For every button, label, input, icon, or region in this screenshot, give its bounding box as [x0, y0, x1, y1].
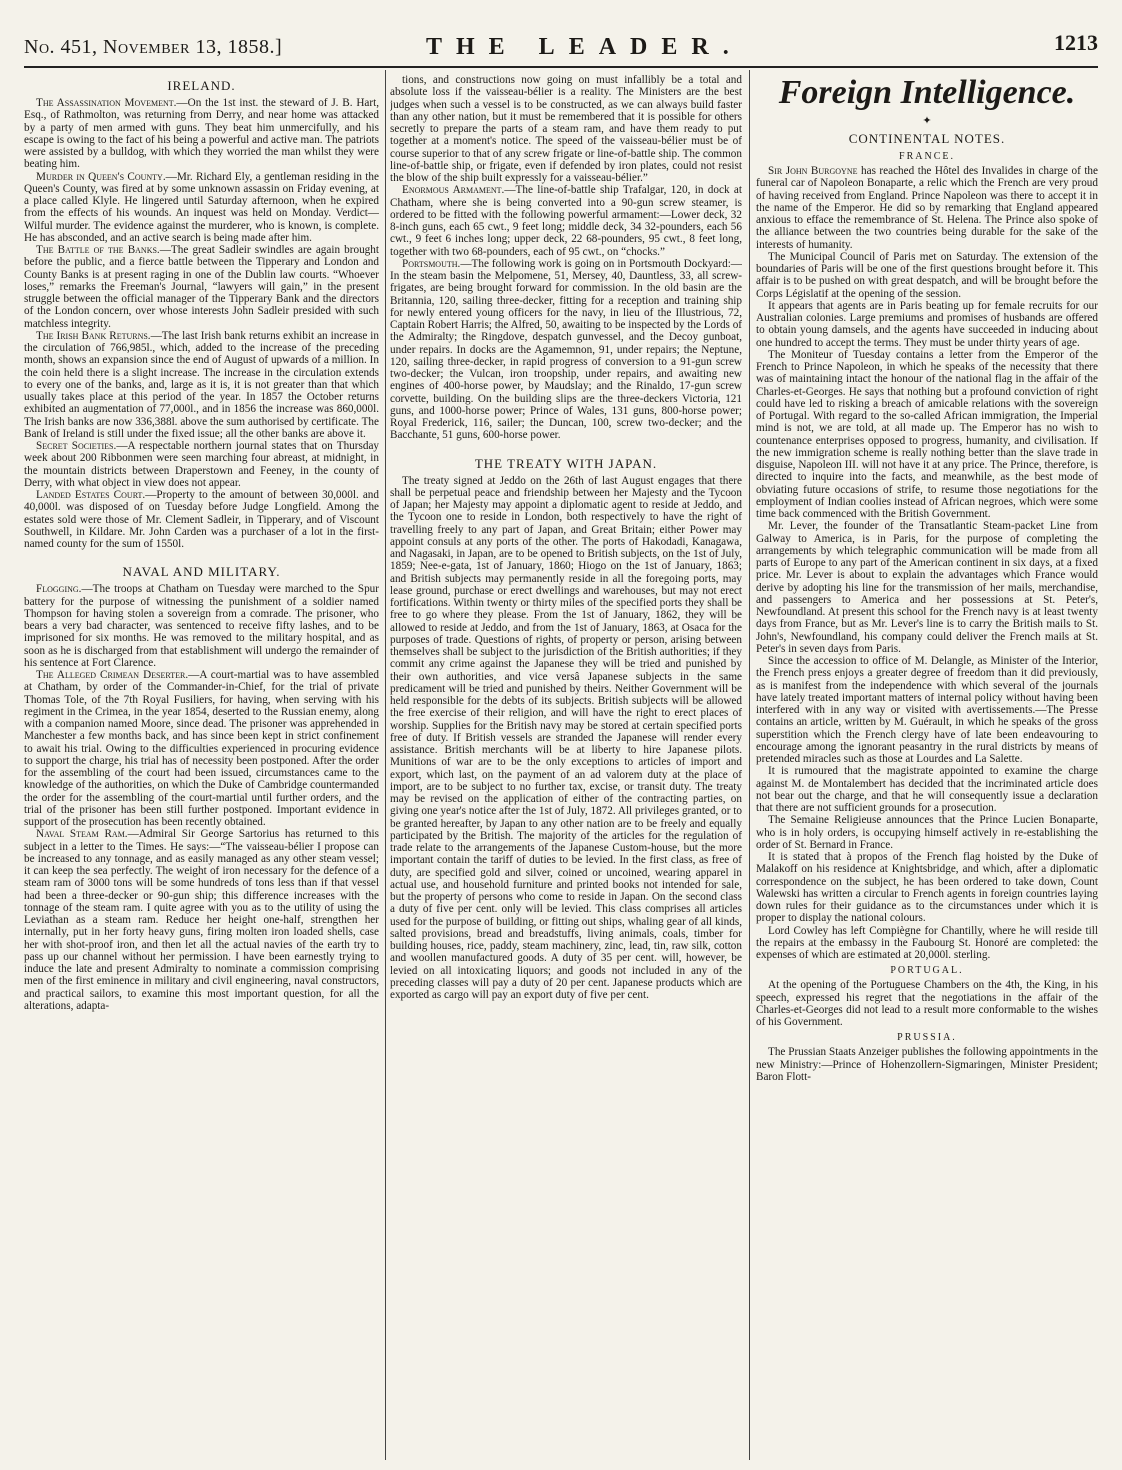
paragraph-lead: Sir John Burgoyne [768, 165, 858, 177]
paragraph-lead: Secret Societies. [36, 440, 117, 452]
paragraph [756, 1046, 1098, 1083]
section-heading: IRELAND. [167, 78, 236, 93]
paragraph [756, 655, 1098, 765]
article-list [390, 74, 742, 442]
paragraph-text: The treaty signed at Jeddo on the 26th of last August engages that there shall be perpetual peace and friendship between her Majesty and the Tycoon of Japan; her Majesty may appoint a diplomatic agent to reside at Jeddo, and the Tycoon one to reside in London, both respectively to have the right of travelling freely to any part of Japan, and Great Britain; either Power may appoint consuls at any ports of the other. The ports of Hakodadi, Kanagawa, and Nagasaki, in Japan, are to be opened to British subjects, on the 1st of July, 1859; Nee-e-gata, 1st of January, 1860; Hiogo on the 1st of January, 1863; and British subjects may permanently reside in all the foregoing ports, may lease ground, purchase or erect dwellings and warehouses, but may not erect fortifications. Within twenty or thirty miles of the specified ports they shall be free to go where they please. From the 1st of January, 1862, they will be allowed to reside at Jeddo, and from the 1st of January, 1863, at Osaca for the purposes of trade. Questions of rights, of property or person, arising between themselves shall be subject to the jurisdiction of the British authorities; if they commit any crime against the Japanese they will be tried and punished by their own authorities, and vice versâ Japanese subjects in the same predicament will be tried and punished by theirs. Neither Government will be held responsible for the debts of its subjects. British subjects will be allowed the free exercise of their religion, and will have the right to erect places of worship. Supplies for the British navy may be stored at certain specified ports free of duty. If British vessels are stranded the Japanese will render every assistance. British merchants will be at liberty to hire Japanese pilots. Munitions of war are to be the only exceptions to articles of import and export, which last, on the payment of an ad valorem duty at the place of import, are to be subject to no further tax, excise, or transit duty. The treaty may be revised on the application of either of the contracting parties, on giving one year's notice after the 1st of July, 1872. All privileges granted, or to be granted hereafter, by Japan to any other nation are to be freely and equally participated by the British. The majority of the articles for the regulation of trade relate to the arrangements of the Japanese Custom-house, but the more important contain the tariff of duties to be levied. In the first class, as free of duty, are specified gold and silver, coined or uncoined, wearing apparel in actual use, and household furniture and printed books not intended for sale, but the property of persons who come to reside in Japan. On the second class a duty of five per cent. only will be levied. This class comprises all articles used for the purpose of building, or fitting out ships, whaling gear of all kinds, salted provisions, bread and breadstuffs, living animals, coals, timber for building houses, rice, paddy, steam machinery, zinc, lead, tin, raw silk, cotton and woollen manufactured goods. A duty of 35 per cent. will, however, be levied on all intoxicating liquors; and goods not included in any of the preceding classes will pay a duty of 20 per cent. Japanese products which are exported as cargo will pay an export duty of five per cent. [390, 474, 742, 1001]
paragraph-text: has reached the Hôtel des Invalides in charge of the funeral car of Napoleon Bonaparte, a relic which the French are very proud of having received from England. Prince Napoleon was there to accept it in the name of the Emperor. He did so by remarking that England appeared anxious to efface the remembrance of St. Helena. The Prince also spoke of the alliance between the two countries being durable for the sake of the interests of humanity. [756, 165, 1098, 251]
paragraph [756, 349, 1098, 521]
paragraph-text: —The line-of-battle ship Trafalgar, 120, in dock at Chatham, where she is being converted into a 90-gun screw steamer, is ordered to be fitted with the following powerful armament:—Lower deck, 32 8-inch guns, each 65 cwt., 9 feet long; middle deck, 34 32-pounders, each 56 cwt., 9 feet 6 inches long; upper deck, 22 68-pounders, 95 cwt., 8 feet long, together with two 68-pounders, each of 95 cwt., on “chocks.” [390, 184, 742, 258]
country-heading: FRANCE. [899, 151, 955, 162]
paragraph-lead: Murder in Queen's County. [36, 170, 166, 183]
paragraph-text: —The troops at Chatham on Tuesday were marched to the Spur battery for the purpose of witnessing the punishment of a soldier named Thompson for having stolen a sovereign from a comrade. The prisoner, who bears a very bad character, was sentenced to receive fifty lashes, and to be imprisoned for six months. He was removed to the military hospital, and as soon as he is discharged from that establishment will undergo the remainder of his sentence at Fort Clarence. [24, 583, 379, 669]
paragraph [24, 583, 379, 669]
article-list [756, 165, 1098, 961]
paragraph [24, 330, 379, 440]
masthead-rule [24, 66, 1098, 68]
paragraph-lead: Naval Steam Ram. [36, 828, 128, 841]
section-heading: THE TREATY WITH JAPAN. [474, 455, 658, 471]
paragraph [756, 814, 1098, 851]
paragraph-text: The Prussian Staats Anzeiger publishes the following appointments in the new Ministry:—Prince of Hohenzollern-Sigmaringen, Minister President; Baron Flott- [756, 1046, 1098, 1083]
country-heading: PRUSSIA. [897, 1032, 957, 1044]
paragraph-lead: Flogging. [36, 583, 82, 596]
paragraph-text: It is stated that à propos of the French flag hoisted by the Duke of Malakoff on his residence at Knightsbridge, and which, after a diplomatic correspondence on the subject, he has been ordered to take down, Count Walewski has written a circular to French agents in foreign countries laying down rules for their guidance as to the circumstances under which it is proper to display the national colours. [756, 851, 1098, 925]
article-list [756, 979, 1098, 1028]
paragraph [24, 489, 379, 550]
paragraph-text: The Moniteur of Tuesday contains a letter from the Emperor of the French to Prince Napoleon, in which he speaks of the necessity that there was of maintaining intact the honour of the national flag in the affair of the Charles-et-Georges. He says that nothing but a profound conviction of right could have led to risking a breach of amicable relations with the sovereign of Portugal. With regard to the so-called African immigration, the Imperial mind is not, we are told, at all made up. The Emperor has no wish to countenance enterprises opposed to progress, humanity, and civilisation. If the new immigration scheme is really nothing better than the slave trade in disguise, Napoleon III. will not have it at any price. The Prince, therefore, is directed to inquire into the facts, and meanwhile, as the best mode of obviating future occasions of strife, to resume those negotiations for the employment of Indian coolies instead of African negroes, which were some time back commenced with the British Government. [756, 348, 1098, 520]
paragraph [756, 520, 1098, 655]
paragraph [24, 97, 379, 171]
paragraph-text: —Property to the amount of between 30,000l. and 40,000l. was disposed of on Tuesday before Judge Longfield. Among the estates sold were those of Mr. Clement Sadleir, in Tipperary, and of Viscount Southwell, in Kildare. Mr. John Carden was a purchaser of a lot in the first-named county for the sum of 1550l. [24, 489, 379, 550]
paragraph-lead: Enormous Armament. [402, 184, 505, 197]
paragraph [756, 251, 1098, 300]
paragraph-text: tions, and constructions now going on must infallibly be a total and absolute loss if the vaisseau-bélier is a reality. The Ministers are the best judges when such a vessel is to be constructed, as we can always build faster than any other nation, but it must be remembered that it is possible for others secretly to prepare the parts of a steam ram, and have them ready to put together at a moment's notice. The speed of the vaisseau-bélier must be of course superior to that of any screw frigate or line-of-battle ship. The common line-of-battle ship, or frigate, even if defended by iron plates, could not resist the blow of the ship built expressly for a vaisseau-bélier.” [390, 74, 742, 184]
paragraph-lead: Landed Estates Court. [36, 489, 146, 501]
paragraph [756, 765, 1098, 814]
article-list [756, 1046, 1098, 1083]
paragraph-text: Lord Cowley has left Compiègne for Chantilly, where he will reside till the repairs at the embassy in the Faubourg St. Honoré are completed: the expenses of which are estimated at 20,000l. sterling. [756, 924, 1098, 961]
paragraph-text: At the opening of the Portuguese Chambers on the 4th, the King, in his speech, expressed his regret that the negotiations in the affair of the Charles-et-Georges did not lead to a result more conformable to the wishes of his Government. [756, 979, 1098, 1028]
paragraph [390, 258, 742, 442]
paragraph [390, 184, 742, 258]
paragraph-text: Mr. Lever, the founder of the Transatlantic Steam-packet Line from Galway to America, is in Paris, for the purpose of completing the arrangements by which telegraphic communication will be made from all parts of Europe to any part of the American continent in six days, at a fixed price. Mr. Lever is about to explain the advantages which France would derive by adopting his line for the transmission of her mails, merchandise, and passengers to America and her possessions at St. Peter's, Newfoundland. At present this school for the French navy is at least twenty days from France, but as Mr. Lever's line is to carry the British mails to St. John's, Newfoundland, his company could deliver the French mails at St. Peter's in seven days from Paris. [756, 520, 1098, 655]
article-list [24, 583, 379, 1012]
paragraph [24, 440, 379, 489]
paragraph-text: —A court-martial was to have assembled at Chatham, by order of the Commander-in-Chief, for the trial of private Thomas Tole, of the 7th Royal Fusiliers, for having, when serving with his regiment in the Crimea, in the year 1854, deserted to the Russian enemy, along with a companion named Moore, since dead. The prisoner was apprehended in Manchester a few months back, and has since been kept in strict confinement to await his trial. Owing to the difficulties experienced in procuring evidence to support the charge, his trial has of necessity been postponed. After the order for the assembling of the court had been issued, circumstances came to the knowledge of the authorities, on which the Duke of Cambridge countermanded the order for the assembling of the court-martial until further orders, and the trial of the prisoner has been still further postponed. Important evidence in support of the prosecution has been recently obtained. [24, 669, 379, 828]
paragraph-lead: Portsmouth. [402, 257, 461, 270]
ornament-icon: ✦ [922, 115, 932, 127]
column-2 [390, 74, 742, 1460]
paragraph-text: —The last Irish bank returns exhibit an increase in the circulation of 766,985l., which, added to the increase of the preceding month, shows an expansion since the end of August of upwards of a million. In the coin held there is a slight increase. The increase in the circulation extends to every one of the banks, and, large as it is, it is not greater than that which usually takes place at this period of the year. In 1857 the October returns exhibited an augmentation of 77,000l., and in 1856 the increase was 860,000l. The Irish banks are now 336,388l. above the sum authorised by certificate. The Bank of Ireland is still under the fixed issue; all the other banks are above it. [24, 329, 379, 440]
issue-line: No. 451, November 13, 1858.] [24, 36, 283, 58]
paragraph-lead: The Battle of the Banks. [36, 244, 160, 256]
article-list [24, 97, 379, 550]
column-divider [749, 70, 750, 1460]
paragraph-lead: The Assassination Movement. [36, 97, 177, 109]
masthead [24, 30, 1098, 68]
paragraph-lead: The Alleged Crimean Deserter. [36, 669, 189, 681]
paragraph-text: The Municipal Council of Paris met on Saturday. The extension of the boundaries of Paris will be one of the first questions brought before it. This affair is to be pushed on with great despatch, and will be brought before the Corps Législatif at the opening of the session. [756, 250, 1098, 300]
section-heading: NAVAL AND MILITARY. [122, 564, 281, 580]
paragraph [24, 171, 379, 245]
country-heading: PORTUGAL. [890, 965, 964, 977]
paragraph-text: —The great Sadleir swindles are again brought before the public, and a fierce battle between the Tipperary and London and County Banks is at present raging in one of the Dublin law courts. “Whoever loses,” remarks the Freeman's Journal, “lawyers will gain,” in the present struggle between the official manager of the Tipperary Bank and the directors of the London concern, over whose interests John Sadleir presided with such matchless integrity. [24, 244, 379, 330]
paragraph-text: Since the accession to office of M. Delangle, as Minister of the Interior, the French press enjoys a greater degree of freedom than it did previously, as is manifest from the independence with which several of the journals have lately treated important matters of internal policy without having been interfered with in any way or visited with avertissements.—The Presse contains an article, written by M. Guérault, in which he speaks of the gross superstition which the French clergy have of late been endeavouring to encourage among the ignorant peasantry in the rural districts by means of pretended miracles such as those at Lourdes and La Salette. [756, 655, 1098, 765]
paragraph [756, 925, 1098, 962]
paragraph [756, 851, 1098, 925]
section-title: Foreign Intelligence. [778, 74, 1076, 111]
paragraph [756, 165, 1098, 251]
column-divider [385, 70, 386, 1460]
paragraph [24, 828, 379, 1012]
paragraph [24, 669, 379, 828]
paragraph-text: The Semaine Religieuse announces that the Prince Lucien Bonaparte, who is in holy orders, is occupying himself actively in re-establishing the order of St. Bernard in France. [756, 814, 1098, 851]
paragraph-text: —Mr. Richard Ely, a gentleman residing in the Queen's County, was fired at by some unknown assassin on Friday evening, at a place called Klyle. He lingered until Saturday afternoon, when he expired from the effects of his wounds. An inquest was held on Monday. Verdict—Wilful murder. The evidence against the murderer, who is known, is complete. He has absconded, and an active search is being made after him. [24, 170, 379, 244]
paragraph-text: —A respectable northern journal states that on Thursday week about 200 Ribbonmen were seen marching four abreast, at midnight, in the mountain districts between Draperstown and Feeney, in the county of Derry, with what object in view does not appear. [24, 440, 379, 489]
paragraph-text: —On the 1st inst. the steward of J. B. Hart, Esq., of Rathmolton, was returning from Derry, and near home was attacked by a party of men armed with guns. They beat him unmercifully, and his escape is owing to the fact of his being a powerful and active man. The patriots were assisted by a bulldog, with which they worried the man whilst they were beating him. [24, 97, 379, 171]
paragraph-text: —Admiral Sir George Sartorius has returned to this subject in a letter to the Times. He says:—“The vaisseau-bélier I propose can be increased to any tonnage, and as easily managed as any other steam vessel; it can keep the sea perfectly. The weight of iron necessary for the defence of a steam ram of 3000 tons will be some hundreds of tons less than if that vessel had been a three-decker or 90-gun ship; this difference increases with the tonnage of the steam ram. I quite agree with you as to the utility of using the Leviathan as a steam ram. Reduce her height one-half, strengthen her internally, put in her forty heavy guns, firing molten iron loaded shells, case her with shot-proof iron, and then let all the actual navies of the earth try to pass up our channel without her permission. I have been earnestly trying to induce the late and present Admiralty to nominate a commission comprising men of the first eminence in military and civil engineering, naval constructors, and practical sailors, to examine this most important question, for all the alterations, adapta- [24, 828, 379, 1012]
column-3 [756, 74, 1098, 1460]
paragraph [756, 300, 1098, 349]
article-list [390, 475, 742, 1002]
paragraph-text: It is rumoured that the magistrate appointed to examine the charge against M. de Montalembert has decided that the incriminated article does not bear out the charge, and that he will consequently issue a declaration that there are not sufficient grounds for a prosecution. [756, 765, 1098, 814]
section-heading: CONTINENTAL NOTES. [848, 131, 1006, 146]
newspaper-title: THE LEADER. [426, 34, 743, 60]
paragraph-text: It appears that agents are in Paris beating up for female recruits for our Australian colonies. Large premiums and promises of husbands are offered to obtain young damsels, and the agents have succeeded in inducing about one hundred to accept the terms. They must be under thirty years of age. [756, 299, 1098, 349]
paragraph [24, 244, 379, 330]
paragraph-lead: The Irish Bank Returns. [36, 329, 151, 342]
column-1 [24, 74, 379, 1460]
paragraph-text: —The following work is going on in Portsmouth Dockyard:—In the steam basin the Melpomene, 51, Mersey, 40, Dauntless, 33, all screw-frigates, are being brought forward for commission. In the old basin are the Britannia, 120, sailing three-decker, fitting for a reception and training ship for newly entered young officers for the navy, in lieu of the Illustrious, 72, Captain Robert Harris; the Alfred, 50, awaiting to be inspected by the Lords of the Admiralty; the Ringdove, despatch gunvessel, and the Decoy gunboat, under repairs. In docks are the Agamemnon, 91, under repairs; the Neptune, 120, sailing three-decker, in rapid progress of conversion to a 91-gun screw two-decker; the Vulcan, iron troopship, under repairs, and awaiting new engines of 400-horse power, by Maudslay; and the Rinaldo, 17-gun screw corvette, building. On the building slips are the three-deckers Victoria, 121 guns, and 1000-horse power; Prince of Wales, 131 guns, 800-horse power; Royal Frederick, 116, sailer; the Duncan, 100, screw two-decker; and the Bacchante, 51 guns, 600-horse power. [390, 257, 742, 442]
paragraph [390, 475, 742, 1002]
page-number: 1213 [1054, 30, 1098, 55]
paragraph [390, 74, 742, 184]
paragraph [756, 979, 1098, 1028]
